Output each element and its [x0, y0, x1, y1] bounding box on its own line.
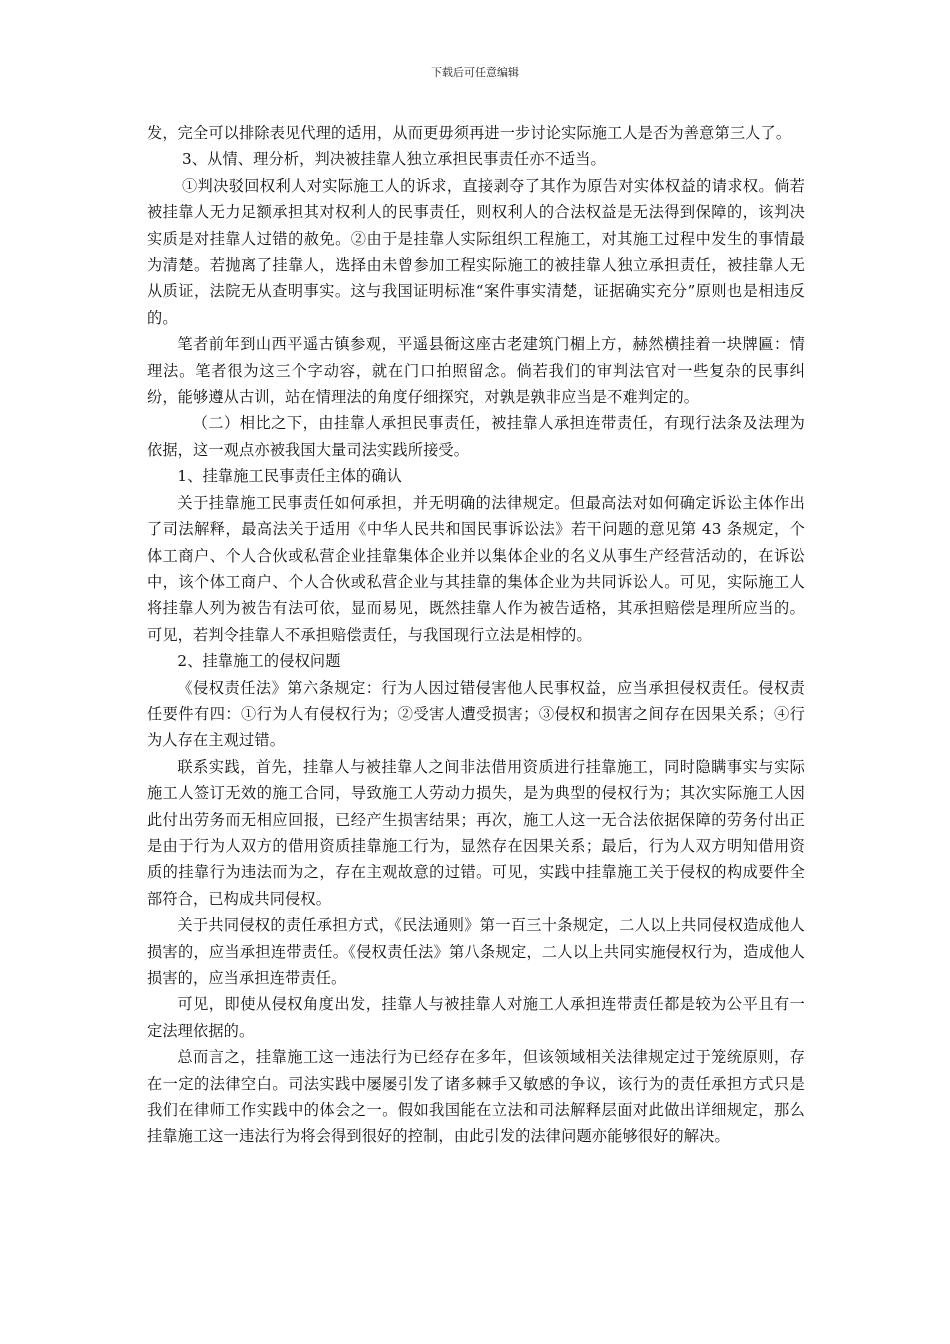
paragraph-judgment-analysis: ①判决驳回权利人对实际施工人的诉求，直接剥夺了其作为原告对实体权益的请求权。倘若被挂靠人无力足额承担其对权利人的民事责任，则权利人的合法权益是无法得到保障的，该判决实质是对挂靠人过错的赦免。②由于是挂靠人实际组织工程施工，对其施工过程中发生的事情最为清楚。若抛离了挂靠人，选择由未曾参加工程实际施工的被挂靠人独立承担责任，被挂靠人无从质证，法院无从查明事实。这与我国证明标准“案件事实清楚，证据确实充分”原则也是相违反的。: [147, 176, 805, 327]
section-heading-3: 3、从情、理分析，判决被挂靠人独立承担民事责任亦不适当。: [181, 150, 606, 169]
paragraph-subject-confirmation: 关于挂靠施工民事责任如何承担，并无明确的法律规定。但最高法对如何确定诉讼主体作出了司法解释，最高法关于适用《中华人民共和国民事诉讼法》若干问题的意见第 43 条规定，个体工商户、个人合伙或私营企业挂靠集体企业并以集体企业的名义从事生产经营活动的，在诉讼中，该个体工商户、个人合伙或私营企业与其挂靠的集体企业为共同诉讼人。可见，实际施工人将挂靠人列为被告有法可依，显而易见，既然挂靠人作为被告适格，其承担赔偿是理所应当的。可见，若判令挂靠人不承担赔偿责任，与我国现行立法是相悖的。: [147, 493, 805, 644]
document-body: [147, 120, 805, 1150]
paragraph-continuation: 发，完全可以排除表见代理的适用，从而更毋须再进一步讨论实际施工人是否为善意第三人了。: [147, 124, 792, 142]
paragraph-fairness: 可见，即使从侵权角度出发，挂靠人与被挂靠人对施工人承担连带责任都是较为公平且有一定法理依据的。: [147, 995, 805, 1040]
paragraph-practice: 联系实践，首先，挂靠人与被挂靠人之间非法借用资质进行挂靠施工，同时隐瞒事实与实际施工人签订无效的施工合同，导致施工人劳动力损失，是为典型的侵权行为；其次实际施工人因此付出劳务而无相应回报，已经产生损害结果；再次，施工人这一无合法依据保障的劳务付出正是由于行为人双方的借用资质挂靠施工行为，显然存在因果关系；最后，行为人双方明知借用资质的挂靠行为违法而为之，存在主观故意的过错。可见，实践中挂靠施工关于侵权的构成要件全部符合，已构成共同侵权。: [147, 757, 805, 908]
section-heading-1: 1、挂靠施工民事责任主体的确认: [177, 467, 402, 486]
paragraph-pingyao: 笔者前年到山西平遥古镇参观，平遥县衙这座古老建筑门楣上方，赫然横挂着一块牌匾：情理法。笔者很为这三个字动容，就在门口拍照留念。倘若我们的审判法官对一些复杂的民事纠纷，能够遵从古训，站在情理法的角度仔细探究，对孰是孰非应当是不难判定的。: [147, 335, 805, 407]
paragraph-joint-tort: 关于共同侵权的责任承担方式，《民法通则》第一百三十条规定，二人以上共同侵权造成他人损害的，应当承担连带责任。《侵权责任法》第八条规定，二人以上共同实施侵权行为，造成他人损害的，应当承担连带责任。: [147, 916, 805, 987]
paragraph-comparison: （二）相比之下，由挂靠人承担民事责任，被挂靠人承担连带责任，有现行法条及法理为依据，这一观点亦被我国大量司法实践所接受。: [147, 414, 805, 459]
paragraph-tort-law: 《侵权责任法》第六条规定：行为人因过错侵害他人民事权益，应当承担侵权责任。侵权责任要件有四：①行为人有侵权行为；②受害人遭受损害；③侵权和损害之间存在因果关系；④行为人存在主观过错。: [147, 678, 805, 750]
page-header: 下载后可任意编辑: [431, 66, 519, 79]
paragraph-conclusion: 总而言之，挂靠施工这一违法行为已经存在多年，但该领域相关法律规定过于笼统原则，存在一定的法律空白。司法实践中屡屡引发了诸多棘手又敏感的争议，该行为的责任承担方式只是我们在律师工作实践中的体会之一。假如我国能在立法和司法解释层面对此做出详细规定，那么挂靠施工这一违法行为将会得到很好的控制，由此引发的法律问题亦能够很好的解决。: [147, 1048, 805, 1146]
section-heading-2: 2、挂靠施工的侵权问题: [177, 652, 341, 671]
